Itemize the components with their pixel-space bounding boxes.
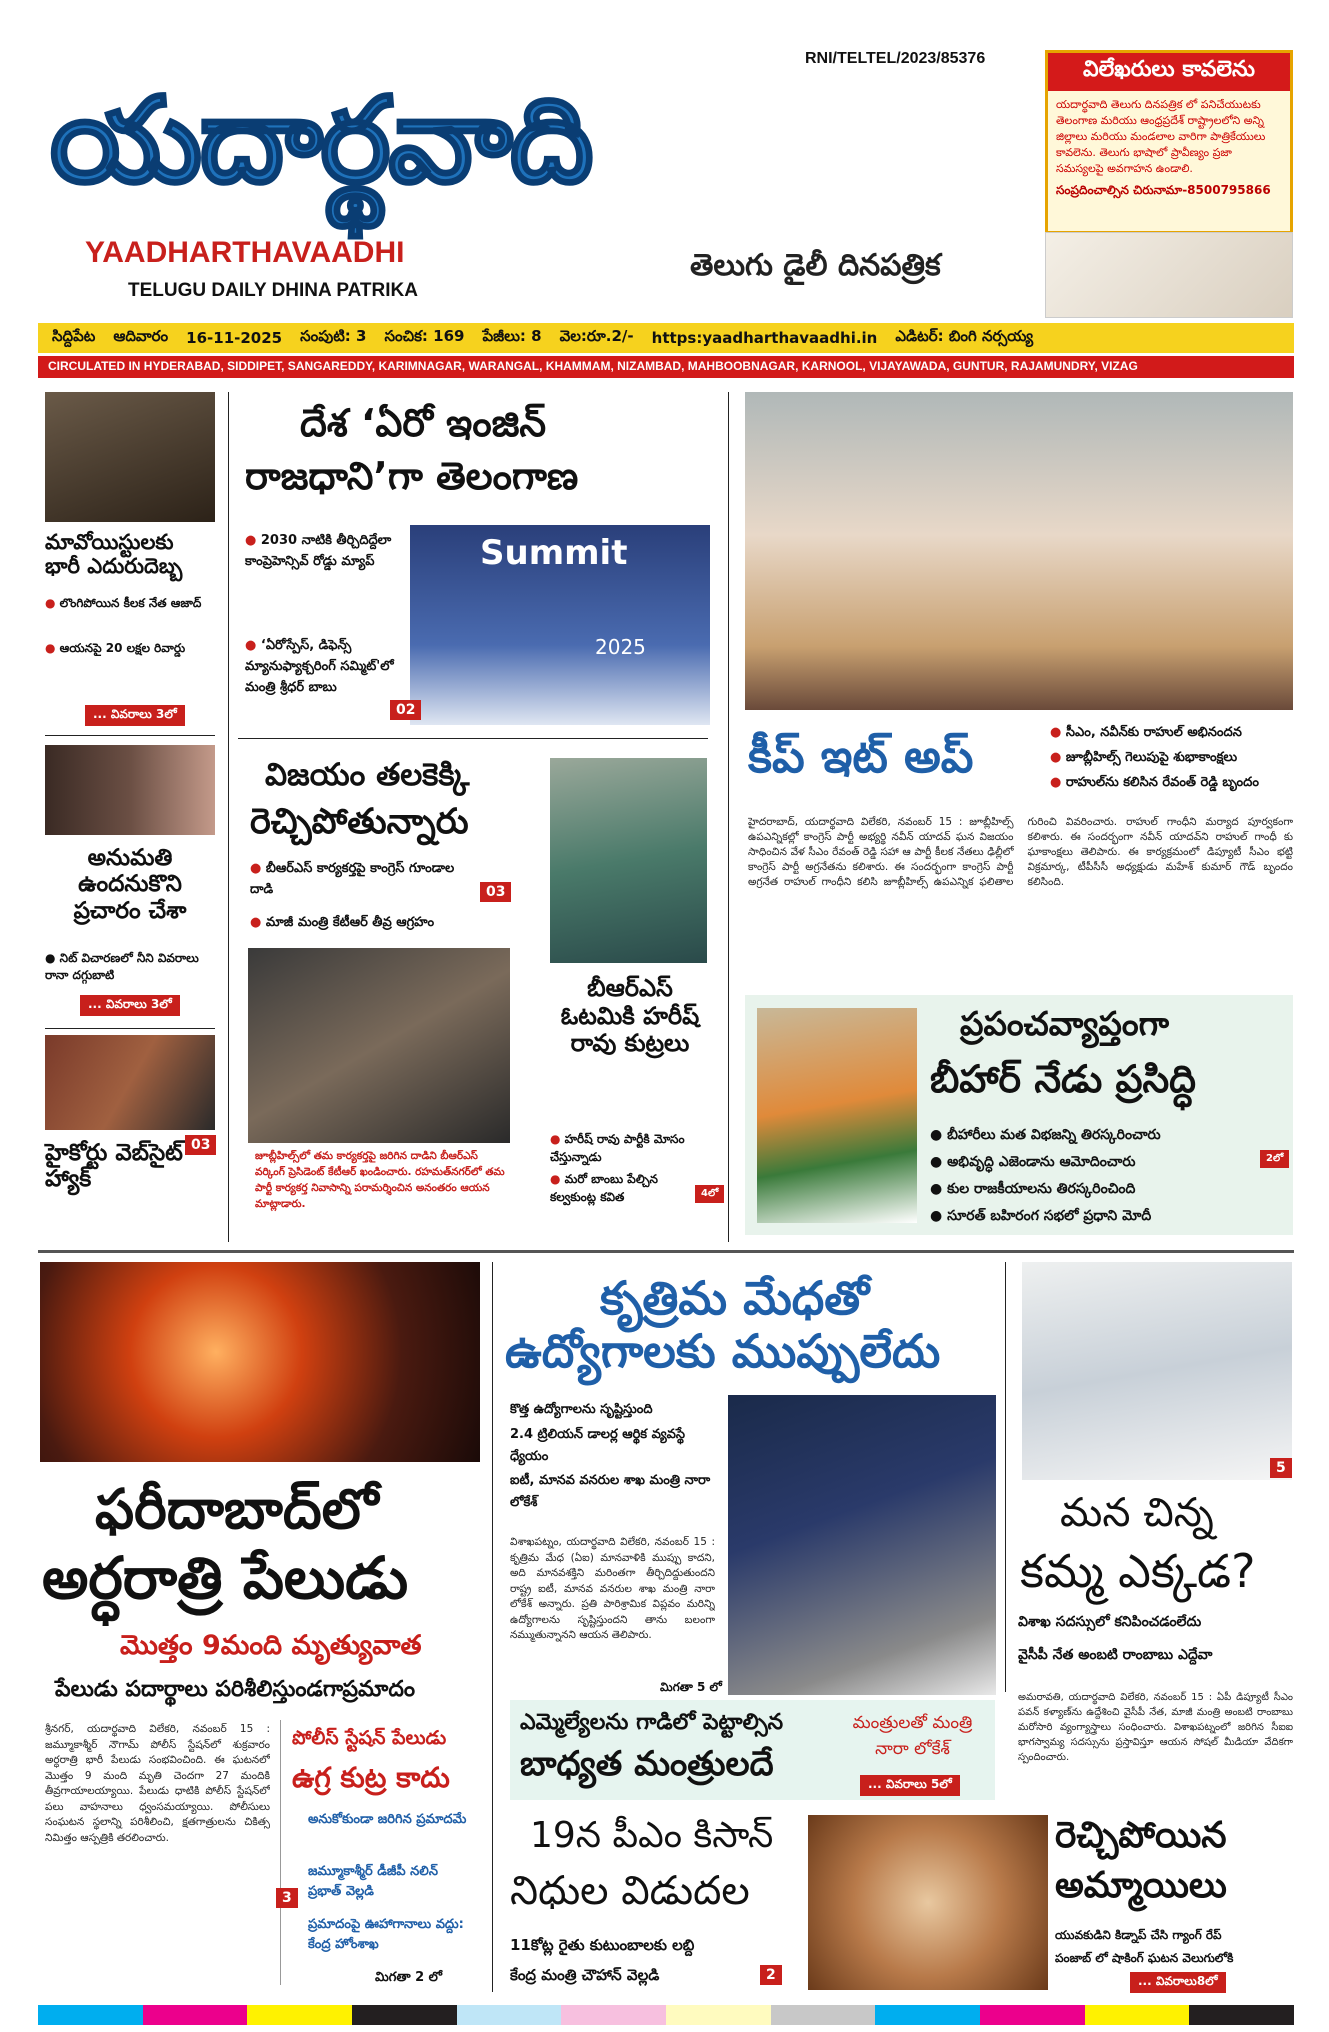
day: ఆదివారం xyxy=(113,327,169,345)
ai-headline-1: కృత్రిమ మేధతో xyxy=(600,1271,870,1325)
kisan-bullet-1: 11కోట్ల రైతు కుటుంబాలకు లబ్ది xyxy=(510,1936,695,1954)
lead-page-number: 02 xyxy=(390,700,421,720)
bihar-bullet-3: ● కుల రాజకీయాలను తిరస్కరించింది xyxy=(930,1181,1136,1197)
rana-photo xyxy=(45,745,215,835)
ai-bullet-2: 2.4 ట్రిలియన్ డాలర్ల ఆర్థిక వ్యవస్థే ధ్యేయం xyxy=(510,1427,686,1464)
date: 16-11-2025 xyxy=(186,329,283,347)
kisan-bullet-2: కేంద్ర మంత్రి చౌహాన్ వెల్లడి xyxy=(510,1966,660,1984)
explosion-photo xyxy=(40,1262,480,1462)
kamma-bullet-1: విశాఖ సదస్సులో కనిపించడంలేదు xyxy=(1018,1614,1202,1630)
highcourt-hack-photo xyxy=(45,1035,215,1130)
girls-bullet-2: పంజాబ్ లో షాకింగ్ ఘటన వెలుగులోకి xyxy=(1055,1951,1234,1965)
maoist-headline: మావోయిస్టులకు భారీ ఎదురుదెబ్బ xyxy=(45,530,183,579)
recruitment-ad xyxy=(1045,50,1293,234)
maoist-photo xyxy=(45,392,215,522)
bihar-bullet-1: ● బీహారీలు మత విభజన్ని తిరస్కరించారు xyxy=(930,1127,1161,1143)
fold-divider xyxy=(38,1250,1294,1253)
police-box-title-2: ఉగ్ర కుట్ర కాదు xyxy=(292,1761,450,1794)
volume: సంపుటి: 3 xyxy=(300,327,367,345)
rana-bullet: ● నిట్ విచారణలో నీని వివరాలు రానా దగ్గుబాటి xyxy=(45,951,199,982)
circulation-bar: CIRCULATED IN HYDERABAD, SIDDIPET, SANGAREDDY, KARIMNAGAR, WARANGAL, KHAMMAM, NIZAMBAD, MAHBOOBNAGAR, KARNOOL, VIJAYAWADA, GUNTUR, RAJAMUNDRY, VIZAG xyxy=(38,356,1294,378)
rahul-group-photo xyxy=(745,392,1293,710)
rni-number: RNI/TELTEL/2023/85376 xyxy=(805,50,986,67)
vijayam-headline-2: రెచ్చిపోతున్నారు xyxy=(250,802,469,842)
mla-headline-1: ఎమ్మెల్యేలను గాడిలో పెట్టాల్సిన xyxy=(520,1710,784,1735)
column-divider xyxy=(1005,1262,1006,1692)
faridabad-headline-2: అర్ధరాత్రి పేలుడు xyxy=(42,1544,409,1612)
bihar-headline-1: ప్రపంచవ్యాప్తంగా xyxy=(960,1004,1170,1043)
ai-bullet-3: ఐటీ, మానవ వనరుల శాఖ మంత్రి నారా లోకేశ్ xyxy=(510,1473,711,1510)
rana-details-tag[interactable]: ... వివరాలు 3లో xyxy=(80,995,180,1016)
lead-photo xyxy=(410,525,710,725)
ad-photo xyxy=(1045,232,1293,318)
ai-continued: మిగతా 5 లో xyxy=(660,1680,722,1694)
ktr-photo xyxy=(248,948,510,1143)
ai-headline-2: ఉద్యోగాలకు ముప్పులేదు xyxy=(505,1324,941,1378)
police-box-bullet-2: జమ్మూకాశ్మీర్ డీజీపీ నలిన్ ప్రభాత్ వెల్లడి xyxy=(308,1864,438,1899)
issue: సంచిక: 169 xyxy=(384,327,465,345)
bihar-headline-2: బీహార్ నేడు ప్రసిద్ధి xyxy=(930,1057,1197,1101)
faridabad-headline-1: ఫరీదాబాద్‌లో xyxy=(95,1477,379,1541)
column-divider xyxy=(728,392,729,1242)
print-color-strip xyxy=(38,2005,1294,2025)
ambati-page-number: 5 xyxy=(1270,1458,1292,1478)
harish-bullet-2: ● మరో బాంబు పేల్చిన కల్వకుంట్ల కవిత xyxy=(550,1172,658,1204)
mla-side: మంత్రులతో మంత్రి నారా లోకేశ్ xyxy=(852,1713,973,1759)
website[interactable]: https:yaadharthavaadhi.in xyxy=(651,329,878,347)
maoist-bullet-2: ● ఆయనపై 20 లక్షల రివార్డు xyxy=(45,641,186,655)
faridabad-continued: మిగతా 2 లో xyxy=(375,1970,443,1985)
highcourt-headline: హైకోర్టు వెబ్‌సైట్ హ్యాక్ xyxy=(45,1140,183,1193)
harish-bullet-1: ● హరీష్ రావు పార్టీకి మోసం చేస్తున్నాడు xyxy=(550,1132,685,1164)
kisan-page-number: 2 xyxy=(760,1965,782,1985)
pages: పేజీలు: 8 xyxy=(482,327,542,345)
vijayam-bullet-2: ● మాజీ మంత్రి కేటీఆర్ తీవ్ర ఆగ్రహం xyxy=(250,915,435,930)
mla-details-tag[interactable]: ... వివరాలు 5లో xyxy=(860,1775,960,1796)
keep-bullet-3: ● రాహుల్‌ను కలిసిన రేవంత్ రెడ్డి బృందం xyxy=(1050,775,1259,790)
faridabad-body: శ్రీనగర్, యదార్థవాది విలేకరి, నవంబర్ 15 : జమ్మూకాశ్మీర్ నౌగామ్ పోలీస్ స్టేషన్‌లో శుక్రవారం అర్ధరాత్రి భారీ పేలుడు సంభవించింది. ఈ ఘటనలో మొత్తం 9 మంది మృతి చెందగా 27 మందికి తీవ్రగాయాలయ్యాయి. పేలుడు ధాటికి పోలీస్ స్టేషన్‌లో పలు వాహనాలు ధ్వంసమయ్యాయి. పోలీసులు సంఘటన స్థలాన్ని పరిశీలించి, క్షతగాత్రులను చికిత్స నిమిత్తం ఆస్పత్రికి తరలించారు. xyxy=(45,1723,270,1844)
girls-illustration xyxy=(808,1815,1048,1990)
lokesh-panel-photo xyxy=(728,1395,996,1695)
ai-bullet-1: కొత్త ఉద్యోగాలను సృష్టిస్తుంది xyxy=(510,1402,653,1417)
bihar-bullet-2: ● అభివృద్ధి ఎజెండాను ఆమోదించారు xyxy=(930,1154,1136,1170)
lead-photo-text-2: 2025 xyxy=(595,635,646,659)
place: సిద్దిపేట xyxy=(52,327,96,345)
divider xyxy=(45,1028,215,1029)
kisan-headline-2: నిధుల విడుదల xyxy=(510,1868,750,1914)
police-box-bullet-3: ప్రమాదంపై ఊహాగానాలు వద్దు: కేంద్ర హోంశాఖ xyxy=(308,1917,464,1952)
faridabad-sub-1: మొత్తం 9మంది మృత్యువాత xyxy=(120,1630,422,1661)
masthead-logo xyxy=(50,55,1010,225)
kavitha-photo xyxy=(550,758,707,963)
girls-bullet-1: యువకుడిని కిడ్నాప్ చేసి గ్యాంగ్ రేప్ xyxy=(1055,1928,1222,1942)
bihar-bullet-4: ● సూరత్ బహిరంగ సభలో ప్రధాని మోదీ xyxy=(930,1208,1152,1224)
vijayam-headline-1: విజయం తలకెక్కి xyxy=(265,757,470,793)
column-divider xyxy=(492,1262,493,1992)
column-divider xyxy=(228,392,229,1242)
divider xyxy=(45,735,215,736)
lead-bullet-1: ● 2030 నాటికి తీర్చిదిద్దేలా కాంప్రెహెన్సివ్ రోడ్డు మ్యాప్ xyxy=(245,533,392,569)
logo-text: యదార్థవాది xyxy=(50,71,592,209)
english-title: YAADHARTHAVAADHI xyxy=(85,236,405,269)
ktr-caption: జూబ్లీహిల్స్‌లో తమ కార్యకర్తపై జరిగిన దాడిని బీఆర్ఎస్ వర్కింగ్ ప్రెసిడెంట్ కేటీఆర్ ఖండించారు. రహమత్‌నగర్‌లో తమ పార్టీ కార్యకర్త నివాసాన్ని పరామర్శించిన అనంతరం ఆయన మాట్లాడారు. xyxy=(255,1150,505,1210)
editor: ఎడిటర్: బింగి నర్సయ్య xyxy=(895,327,1034,345)
keep-it-up-headline: కీప్ ఇట్ అప్ xyxy=(748,729,974,783)
girls-headline-2: అమ్మాయిలు xyxy=(1055,1865,1227,1906)
modi-photo xyxy=(757,1008,917,1223)
girls-headline-1: రెచ్చిపోయిన xyxy=(1055,1815,1227,1856)
bihar-page-number: 2లో xyxy=(1260,1150,1289,1168)
telugu-subtitle: తెలుగు డైలీ దినపత్రిక xyxy=(690,248,941,283)
ai-body: విశాఖపట్నం, యదార్థవాది విలేకరి, నవంబర్ 15 : కృత్రిమ మేధ (ఏఐ) మానవాళికి ముప్పు కాదని, అది మానవశక్తిని మరింతగా తీర్చిదిద్దుతుందని రాష్ట్ర ఐటీ, మానవ వనరుల శాఖ మంత్రి నారా లోకేశ్ అన్నారు. ప్రతి పారిశ్రామిక విప్లవం మరిన్ని ఉద్యోగాలను సృష్టిస్తుందని తాను బలంగా నమ్ముతున్నానని ఆయన తెలిపారు. xyxy=(510,1536,715,1641)
kamma-headline-2: కమ్మ ఎక్కడ? xyxy=(1020,1544,1256,1598)
vijayam-bullet-1: ● బీఆర్ఎస్ కార్యకర్తపై కాంగ్రెస్ గూండాల దాడి xyxy=(250,861,455,897)
kamma-bullet-2: వైసీపీ నేత అంబటి రాంబాబు ఎద్దేవా xyxy=(1018,1647,1213,1663)
divider xyxy=(238,738,708,739)
vijayam-page-number: 03 xyxy=(480,882,511,902)
ad-body: యదార్థవాది తెలుగు దినపత్రిక లో పనిచేయుటకు తెలంగాణ మరియు ఆంధ్రప్రదేశ్ రాష్ట్రాలలోని అన్ని జిల్లాలు మరియు మండలాల వారిగా పాత్రికేయులు కావలెను. తెలుగు భాషాలో ప్రావీణ్యం ప్రజా సమస్యలపై అవగాహన ఉండాలి. xyxy=(1056,98,1266,175)
ad-contact: సంప్రదించాల్సిన చిరునామా-8500795866 xyxy=(1056,183,1271,197)
police-box-number: 3 xyxy=(276,1888,298,1908)
keep-body: హైదరాబాద్, యదార్థవాది విలేకరి, నవంబర్ 15 : జూబ్లీహిల్స్ ఉపఎన్నికల్లో కాంగ్రెస్ పార్టీ అభ్యర్థి నవీన్ యాదవ్ ఘన విజయం సాధించిన వేళ సీఎం రేవంత్ రెడ్డి సహా ఆ పార్టీ కీలక నేతలు ఢిల్లీలో కాంగ్రెస్ పార్టీ అగ్రనేతను కలిశారు. ఈ సందర్భంగా కాంగ్రెస్ పార్టీ అగ్రనేత రాహుల్ గాంధీని కలిసి జూబ్లీహిల్స్ ఉపఎన్నిక ఫలితాల గురించి వివరించారు. రాహుల్ గాంధీని మర్యాద పూర్వకంగా కలిశారు. ఈ సందర్భంగా నవీన్ యాదవ్‌ని రాహుల్ గాంధీ కు ఘాకాంక్షలు తెలిపారు. ఈ కార్యక్రమంలో డిప్యూటీ సీఎం భట్టి విక్రమార్క, టీపీసీసీ అధ్యక్షుడు మహేశ్ కుమార్ గౌడ్ బృందం కలిసింది. xyxy=(748,816,1293,888)
highcourt-page-number: 03 xyxy=(185,1135,216,1155)
mla-headline-2: బాధ్యత మంత్రులదే xyxy=(520,1744,774,1784)
kamma-body: అమరావతి, యదార్థవాది విలేకరి, నవంబర్ 15 : ఏపీ డిప్యూటీ సీఎం పవన్ కళ్యాణ్‌ను ఉద్దేశించి వైసీపీ నేత, మాజీ మంత్రి అంబటి రాంబాబు మరోసారి వ్యంగ్యాస్త్రాలు సంధించారు. విశాఖపట్నంలో జరిగిన సీఐఐ భాగస్వామ్య సదస్సును ప్రస్తావిస్తూ ఆయన సోషల్ మీడియా వేదికగా స్పందించారు. xyxy=(1018,1692,1293,1763)
price: వెల:రూ.2/- xyxy=(559,327,634,345)
lead-headline-2: రాజధాని’గా తెలంగాణ xyxy=(245,454,579,498)
kamma-headline-1: మన చిన్న xyxy=(1060,1490,1214,1536)
keep-bullet-1: ● సీఎం, నవీన్‌కు రాహుల్ అభినందన xyxy=(1050,725,1242,740)
ad-title: విలేఖరులు కావలెను xyxy=(1048,53,1290,91)
police-box-bullet-1: అనుకోకుండా జరిగిన ప్రమాదమే xyxy=(308,1812,467,1827)
rana-headline: అనుమతి ఉందనుకొని ప్రచారం చేశా xyxy=(73,845,187,924)
english-subtitle: TELUGU DAILY DHINA PATRIKA xyxy=(128,280,418,301)
ambati-photo xyxy=(1022,1262,1292,1480)
lead-photo-text-1: Summit xyxy=(480,533,628,573)
kisan-headline-1: 19న పీఎం కిసాన్ xyxy=(530,1815,774,1856)
girls-details-tag[interactable]: ... వివరాలు8లో xyxy=(1130,1972,1226,1993)
faridabad-sub-2: పేలుడు పదార్థాలు పరిశీలిస్తుండగాప్రమాదం xyxy=(55,1677,416,1702)
police-box-title-1: పోలీస్ స్టేషన్ పేలుడు xyxy=(292,1727,447,1749)
keep-bullet-2: ● జూబ్లీహిల్స్ గెలుపుపై శుభాకాంక్షలు xyxy=(1050,750,1238,765)
info-bar xyxy=(38,323,1294,353)
lead-bullet-2: ● ‘ఏరోస్పేస్, డిఫెన్స్ మ్యానుఫ్యాక్చరింగ్ సమ్మిట్'లో మంత్రి శ్రీధర్ బాబు xyxy=(245,638,394,695)
lead-headline-1: దేశ ‘ఏరో ఇంజిన్ xyxy=(300,401,547,445)
harish-headline: బీఆర్ఎస్ ఓటమికి హరీష్ రావు కుట్రలు xyxy=(560,974,700,1058)
maoist-bullet-1: ● లొంగిపోయిన కీలక నేత ఆజాద్ xyxy=(45,596,202,610)
maoist-details-tag[interactable]: ... వివరాలు 3లో xyxy=(85,705,185,726)
harish-page-number: 4లో xyxy=(695,1185,724,1203)
